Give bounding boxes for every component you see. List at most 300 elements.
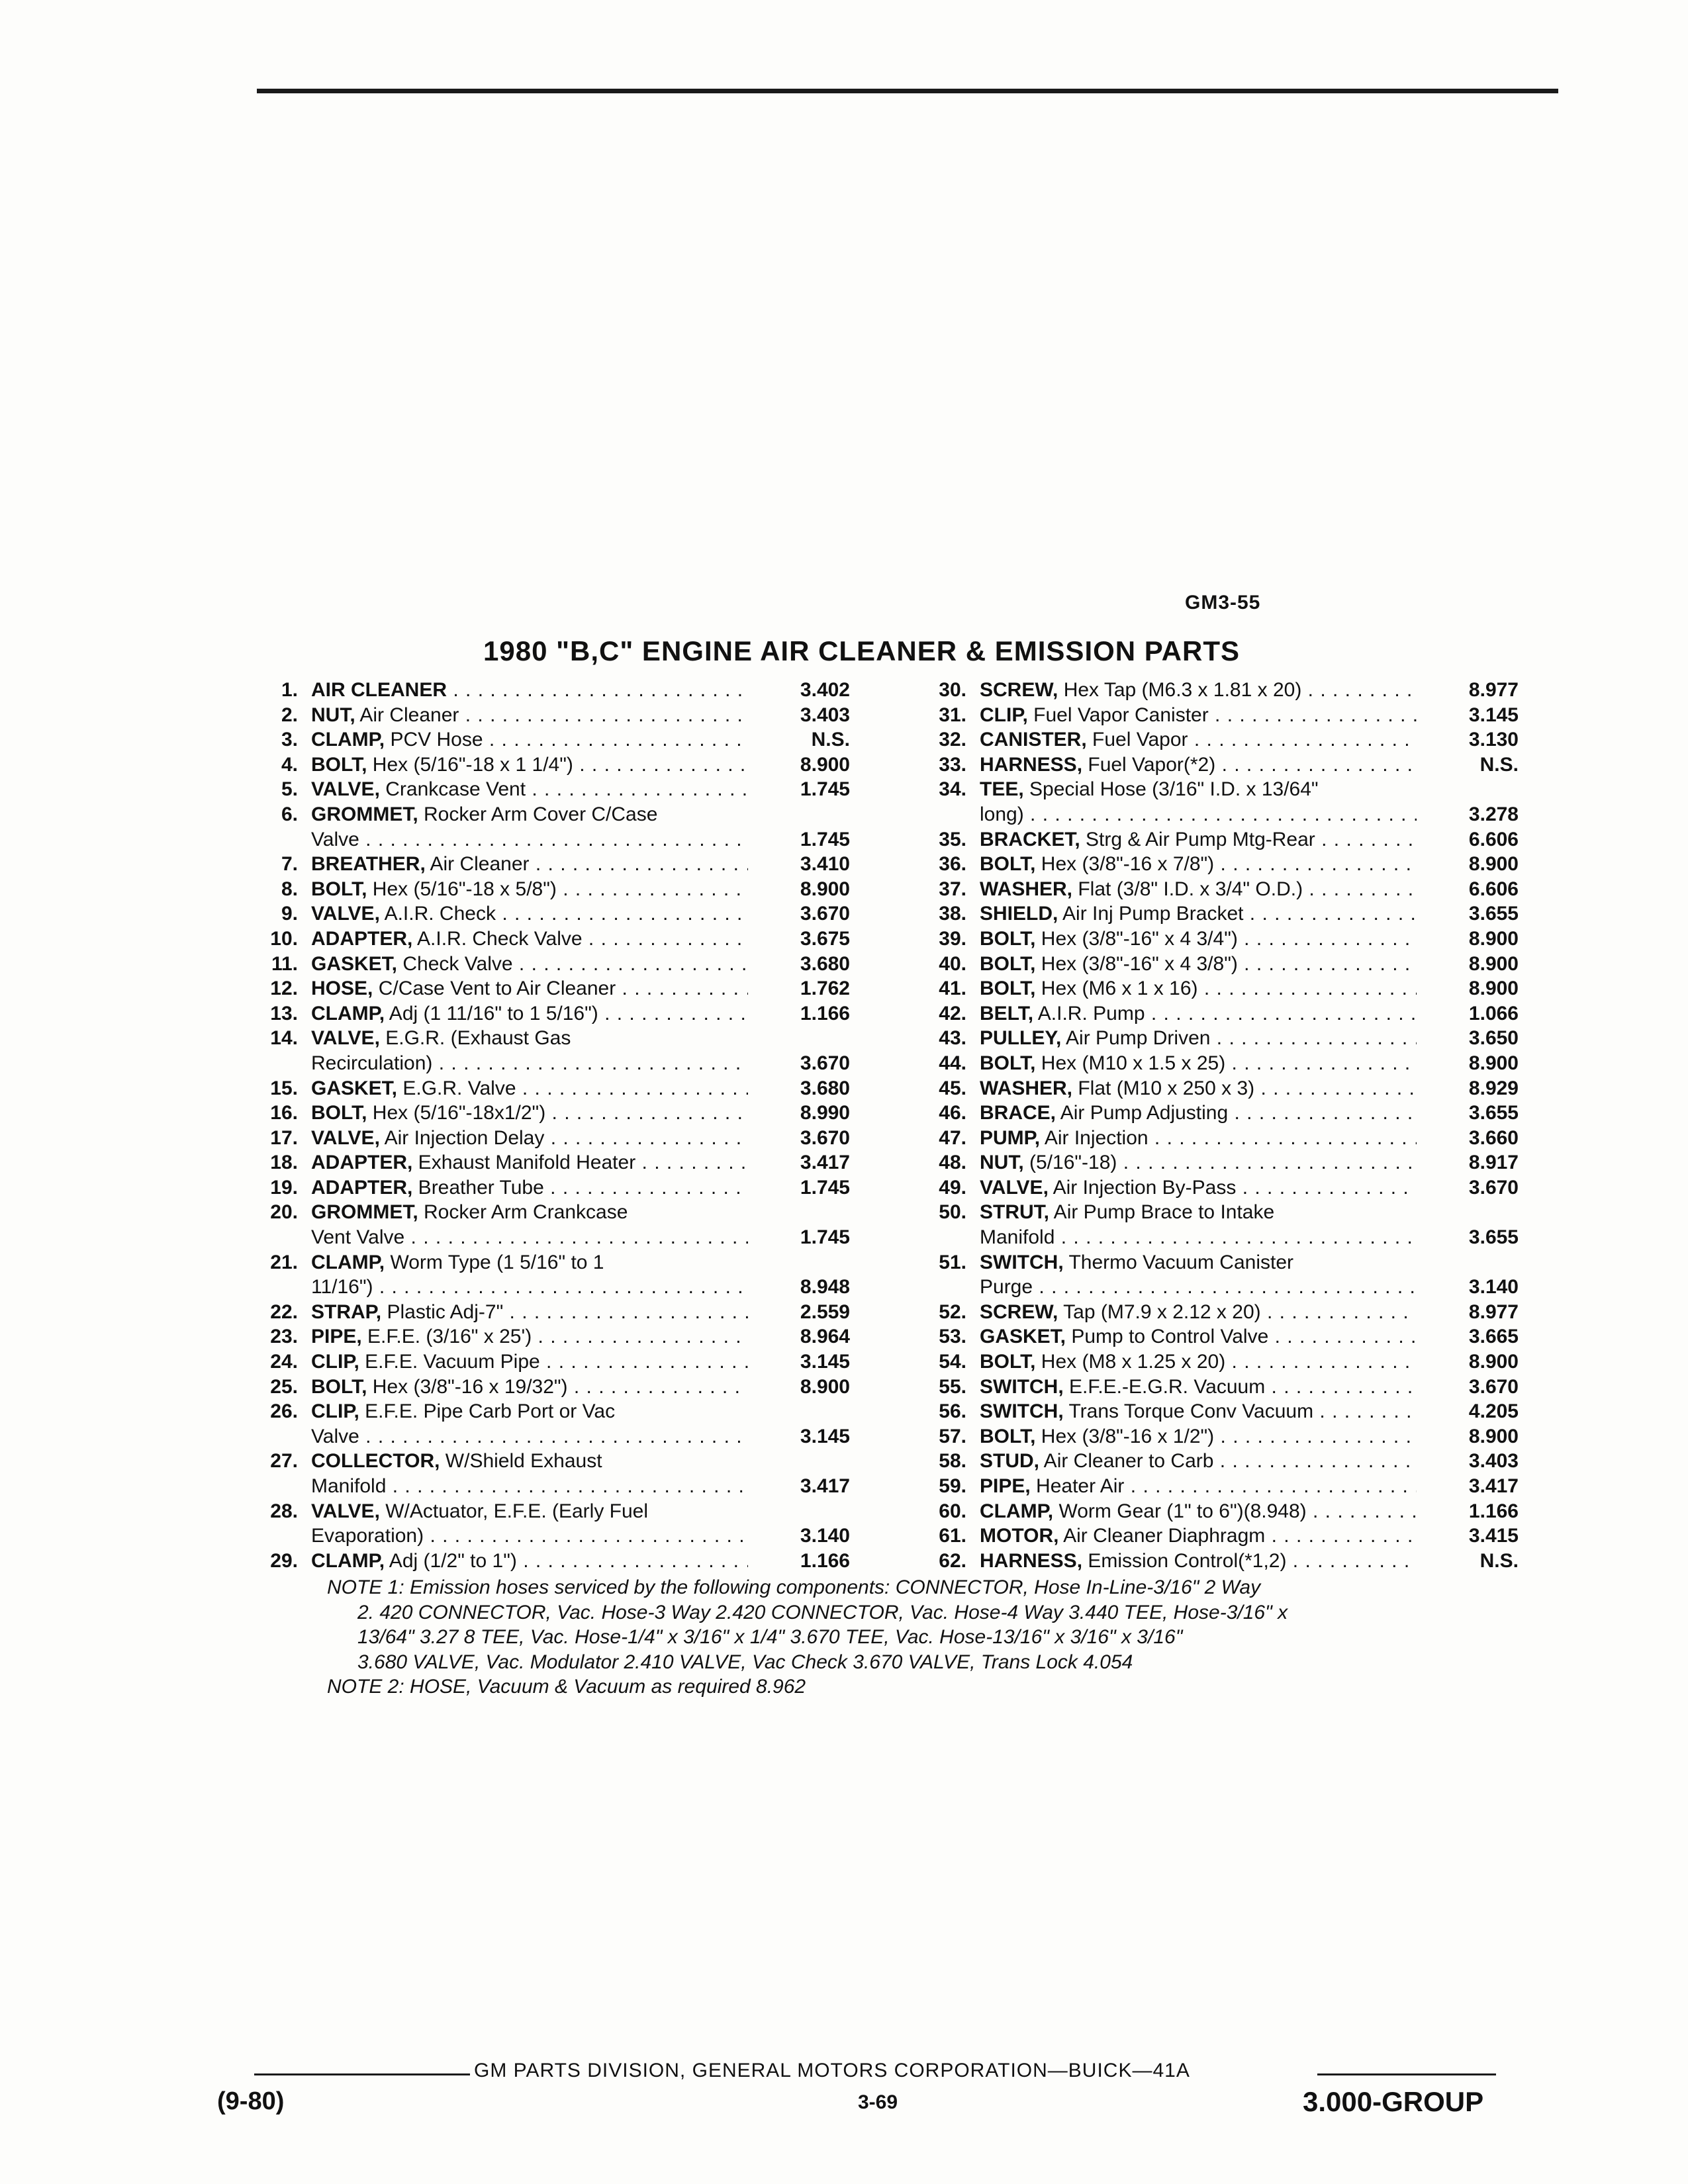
part-row — [923, 1499, 1519, 1524]
part-description — [311, 1549, 748, 1574]
group-code: 1.745 — [777, 827, 850, 852]
part-description — [980, 1126, 1417, 1151]
part-description — [311, 777, 748, 802]
part-number: 2. — [281, 704, 298, 726]
part-detail: Air Injection By-Pass — [1048, 1176, 1237, 1199]
part-number: 35. — [939, 828, 966, 850]
part-detail: Air Injection Delay — [379, 1126, 545, 1149]
part-detail: Air Injection — [1040, 1126, 1149, 1149]
group-code: 3.402 — [777, 678, 850, 703]
part-detail: Emission Control(*1,2) — [1082, 1549, 1287, 1572]
part-name: STRAP, — [311, 1300, 382, 1323]
part-number: 45. — [939, 1077, 966, 1099]
part-detail: Hex (3/8"-16 x 19/32") — [367, 1375, 568, 1398]
part-name: BOLT, — [980, 1052, 1036, 1074]
part-row — [923, 1076, 1519, 1101]
part-row — [254, 852, 850, 877]
part-description — [980, 1499, 1417, 1524]
group-code: 8.977 — [1446, 678, 1519, 703]
part-name: NUT, — [980, 1152, 1024, 1174]
part-row — [254, 678, 850, 703]
part-number: 10. — [270, 927, 298, 950]
part-description — [311, 1101, 748, 1126]
part-detail: Hex (3/8"-16" x 4 3/4") — [1035, 927, 1238, 950]
part-number: 19. — [270, 1176, 298, 1199]
footer-rule-right — [1317, 2073, 1496, 2075]
part-name: SWITCH, — [980, 1251, 1064, 1273]
part-description — [311, 927, 748, 952]
part-name: CLAMP, — [980, 1500, 1054, 1522]
part-number: 33. — [939, 753, 966, 776]
part-description — [980, 1524, 1417, 1549]
group-code: 1.745 — [777, 777, 850, 802]
part-description — [311, 1449, 748, 1498]
part-detail: Hex (5/16"-18 x 1 1/4") — [367, 753, 573, 776]
part-row — [254, 927, 850, 952]
part-detail: Hex (M8 x 1.25 x 20) — [1035, 1351, 1226, 1373]
part-name: CLAMP, — [311, 1549, 385, 1572]
part-detail: Purge — [980, 1276, 1033, 1298]
part-description — [980, 1324, 1417, 1349]
part-number: 6. — [281, 803, 298, 825]
part-detail: Hex (3/8"-16 x 1/2") — [1035, 1425, 1215, 1447]
part-number: 61. — [939, 1525, 966, 1547]
part-row — [923, 1324, 1519, 1349]
part-number: 55. — [939, 1375, 966, 1398]
part-detail: Vent Valve — [311, 1226, 405, 1249]
part-number: 9. — [281, 903, 298, 925]
group-code: 3.670 — [777, 901, 850, 927]
group-code: 3.410 — [777, 852, 850, 877]
part-name: BRACE, — [980, 1102, 1056, 1124]
part-name: BOLT, — [311, 753, 367, 776]
part-name: BOLT, — [311, 1102, 367, 1124]
part-name: VALVE, — [311, 1027, 380, 1050]
part-name: CLIP, — [311, 1351, 359, 1373]
part-name: AIR CLEANER — [311, 679, 447, 701]
group-code: 3.680 — [777, 952, 850, 977]
part-row — [923, 1375, 1519, 1400]
part-name: ADAPTER, — [311, 927, 413, 950]
part-name: STRUT, — [980, 1201, 1049, 1224]
part-description — [980, 1250, 1417, 1300]
group-code: 8.900 — [1446, 927, 1519, 952]
part-row — [923, 1549, 1519, 1574]
part-number: 58. — [939, 1450, 966, 1473]
part-description — [980, 703, 1417, 728]
part-name: SWITCH, — [980, 1375, 1064, 1398]
part-description — [980, 1349, 1417, 1375]
part-number: 14. — [270, 1027, 298, 1050]
part-description — [311, 1150, 748, 1175]
top-rule — [257, 89, 1558, 93]
part-description — [311, 1324, 748, 1349]
part-number: 26. — [270, 1400, 298, 1423]
part-detail: Air Cleaner — [355, 704, 459, 726]
part-number: 54. — [939, 1351, 966, 1373]
group-code: N.S. — [1446, 1549, 1519, 1574]
group-code: 3.665 — [1446, 1324, 1519, 1349]
part-detail: long) — [980, 803, 1024, 825]
group-code: 8.929 — [1446, 1076, 1519, 1101]
part-row — [923, 1001, 1519, 1026]
group-code: 1.166 — [1446, 1499, 1519, 1524]
group-code: 6.606 — [1446, 827, 1519, 852]
group-code: N.S. — [1446, 752, 1519, 778]
part-detail: Special Hose (3/16" I.D. x 13/64" — [1023, 778, 1319, 801]
part-description — [311, 1001, 748, 1026]
part-number: 34. — [939, 778, 966, 801]
part-description — [980, 1300, 1417, 1325]
group-code: 8.900 — [777, 1375, 850, 1400]
part-number: 4. — [281, 753, 298, 776]
part-detail: E.G.R. Valve — [397, 1077, 516, 1099]
group-code: 3.403 — [777, 703, 850, 728]
group-code: 3.650 — [1446, 1026, 1519, 1051]
part-description — [980, 777, 1417, 827]
part-description — [980, 1200, 1417, 1250]
part-number: 15. — [270, 1077, 298, 1099]
part-name: CLAMP, — [311, 1002, 385, 1024]
part-number: 22. — [270, 1300, 298, 1323]
part-number: 48. — [939, 1152, 966, 1174]
part-number: 47. — [939, 1126, 966, 1149]
part-row — [254, 1200, 850, 1250]
part-description — [311, 1076, 748, 1101]
part-row — [254, 727, 850, 752]
part-detail: E.F.E. Vacuum Pipe — [359, 1351, 540, 1373]
reference-code: GM3-55 — [1185, 592, 1261, 614]
group-code: 3.140 — [777, 1524, 850, 1549]
part-name: SHIELD, — [980, 903, 1058, 925]
group-code: 3.145 — [1446, 703, 1519, 728]
part-name: BOLT, — [980, 1425, 1036, 1447]
group-code: 8.900 — [777, 752, 850, 778]
group-code: 8.900 — [1446, 952, 1519, 977]
part-number: 8. — [281, 878, 298, 900]
note-line: 2. 420 CONNECTOR, Vac. Hose-3 Way 2.420 CONNECTOR, Vac. Hose-4 Way 3.440 TEE, Hose-3/16" x — [357, 1601, 1288, 1623]
part-description — [311, 752, 748, 778]
part-detail: W/Shield Exhaust — [440, 1450, 602, 1473]
group-code: 8.900 — [1446, 1424, 1519, 1449]
part-description — [980, 1001, 1417, 1026]
part-name: BOLT, — [980, 952, 1036, 975]
part-description — [311, 1250, 748, 1300]
part-detail: Air Pump Driven — [1061, 1027, 1211, 1050]
group-code: 6.606 — [1446, 877, 1519, 902]
group-code: N.S. — [777, 727, 850, 752]
part-number: 49. — [939, 1176, 966, 1199]
part-row — [254, 952, 850, 977]
group-code: 3.130 — [1446, 727, 1519, 752]
group-code: 1.762 — [777, 976, 850, 1001]
group-code: 3.660 — [1446, 1126, 1519, 1151]
part-number: 41. — [939, 978, 966, 1000]
part-row — [923, 1051, 1519, 1076]
part-name: VALVE, — [311, 1500, 380, 1522]
part-name: PIPE, — [311, 1326, 362, 1348]
part-detail: A.I.R. Pump — [1033, 1002, 1145, 1024]
part-detail: Fuel Vapor Canister — [1027, 704, 1209, 726]
part-detail: Exhaust Manifold Heater — [412, 1152, 636, 1174]
page-number: 3-69 — [858, 2091, 898, 2113]
part-detail: Valve — [311, 828, 359, 850]
group-code: 3.675 — [777, 927, 850, 952]
part-row — [254, 1300, 850, 1325]
part-row — [923, 1524, 1519, 1549]
part-name: SCREW, — [980, 1300, 1058, 1323]
part-detail: Hex (M10 x 1.5 x 25) — [1035, 1052, 1226, 1074]
part-row — [923, 678, 1519, 703]
part-description — [311, 1399, 748, 1449]
part-row — [923, 1449, 1519, 1474]
part-name: TEE, — [980, 778, 1024, 801]
part-detail: Hex (5/16"-18x1/2") — [367, 1102, 546, 1124]
part-name: SWITCH, — [980, 1400, 1064, 1423]
part-name: HARNESS, — [980, 1549, 1083, 1572]
notes — [327, 1575, 1519, 1700]
part-description — [311, 1499, 748, 1549]
part-detail: Valve — [311, 1425, 359, 1447]
part-name: GROMMET, — [311, 803, 418, 825]
part-description — [980, 901, 1417, 927]
part-description — [980, 1076, 1417, 1101]
part-name: PULLEY, — [980, 1027, 1062, 1050]
part-detail: Strg & Air Pump Mtg-Rear — [1080, 828, 1315, 850]
part-number: 51. — [939, 1251, 966, 1273]
footer-date: (9-80) — [217, 2087, 285, 2115]
group-code: 3.417 — [777, 1150, 850, 1175]
part-row — [254, 1076, 850, 1101]
group-code: 3.417 — [777, 1474, 850, 1499]
part-description — [311, 877, 748, 902]
part-row — [254, 1375, 850, 1400]
part-name: PIPE, — [980, 1475, 1031, 1497]
part-number: 23. — [270, 1326, 298, 1348]
part-number: 62. — [939, 1549, 966, 1572]
part-detail: Pump to Control Valve — [1066, 1326, 1269, 1348]
group-code: 1.745 — [777, 1225, 850, 1250]
group-code: 8.948 — [777, 1275, 850, 1300]
part-description — [311, 678, 748, 703]
group-code: 3.655 — [1446, 1225, 1519, 1250]
part-number: 13. — [270, 1002, 298, 1024]
part-detail: Rocker Arm Crankcase — [418, 1201, 628, 1224]
part-description — [980, 1474, 1417, 1499]
part-number: 20. — [270, 1201, 298, 1224]
part-row — [254, 1026, 850, 1075]
part-detail: (5/16"-18) — [1023, 1152, 1117, 1174]
part-detail: Check Valve — [397, 952, 513, 975]
part-description — [980, 1549, 1417, 1574]
part-row — [254, 1349, 850, 1375]
part-row — [923, 1424, 1519, 1449]
part-row — [254, 1399, 850, 1449]
part-detail: Evaporation) — [311, 1525, 424, 1547]
part-detail: Air Inj Pump Bracket — [1058, 903, 1244, 925]
part-detail: Worm Gear (1" to 6")(8.948) — [1053, 1500, 1307, 1522]
part-detail: C/Case Vent to Air Cleaner — [373, 978, 616, 1000]
group-code: 8.990 — [777, 1101, 850, 1126]
part-description — [311, 1026, 748, 1075]
part-detail: Flat (M10 x 250 x 3) — [1072, 1077, 1255, 1099]
part-number: 18. — [270, 1152, 298, 1174]
part-name: NUT, — [311, 704, 355, 726]
part-row — [254, 802, 850, 852]
part-row — [923, 1101, 1519, 1126]
part-detail: Thermo Vacuum Canister — [1063, 1251, 1294, 1273]
part-row — [923, 976, 1519, 1001]
group-code: 8.900 — [777, 877, 850, 902]
part-row — [254, 777, 850, 802]
part-description — [311, 1200, 748, 1250]
part-description — [311, 1375, 748, 1400]
part-description — [311, 1349, 748, 1375]
group-code: 3.417 — [1446, 1474, 1519, 1499]
part-description — [980, 1101, 1417, 1126]
part-name: HARNESS, — [980, 753, 1083, 776]
part-name: VALVE, — [980, 1176, 1049, 1199]
part-row — [254, 1150, 850, 1175]
part-detail: Air Pump Adjusting — [1056, 1102, 1229, 1124]
group-code: 8.900 — [1446, 1349, 1519, 1375]
part-detail: Adj (1 11/16" to 1 5/16") — [385, 1002, 598, 1024]
part-row — [254, 1324, 850, 1349]
part-number: 17. — [270, 1126, 298, 1149]
part-row — [923, 1175, 1519, 1201]
part-number: 59. — [939, 1475, 966, 1497]
part-row — [923, 777, 1519, 827]
part-detail: Trans Torque Conv Vacuum — [1063, 1400, 1314, 1423]
part-number: 24. — [270, 1351, 298, 1373]
group-code: 8.900 — [1446, 976, 1519, 1001]
part-description — [980, 678, 1417, 703]
note-line: 3.680 VALVE, Vac. Modulator 2.410 VALVE, Vac Check 3.670 VALVE, Trans Lock 4.054 — [357, 1651, 1133, 1673]
part-detail: Adj (1/2" to 1") — [385, 1549, 517, 1572]
part-name: MOTOR, — [980, 1525, 1059, 1547]
part-number: 52. — [939, 1300, 966, 1323]
footer-corporation: GM PARTS DIVISION, GENERAL MOTORS CORPORATION—BUICK—41A — [474, 2060, 1190, 2081]
part-row — [923, 1250, 1519, 1300]
group-code: 3.278 — [1446, 802, 1519, 827]
parts-list-left — [254, 678, 850, 1573]
part-description — [311, 976, 748, 1001]
part-name: BRACKET, — [980, 828, 1080, 850]
part-name: BOLT, — [311, 1375, 367, 1398]
page-title: 1980 "B,C" ENGINE AIR CLEANER & EMISSION PARTS — [483, 635, 1241, 666]
part-name: GASKET, — [980, 1326, 1066, 1348]
group-code: 3.670 — [1446, 1375, 1519, 1400]
part-number: 7. — [281, 853, 298, 876]
part-detail: Fuel Vapor — [1086, 729, 1188, 751]
part-name: BOLT, — [311, 878, 367, 900]
part-name: ADAPTER, — [311, 1152, 413, 1174]
part-number: 60. — [939, 1500, 966, 1522]
part-name: STUD, — [980, 1450, 1039, 1473]
part-description — [980, 1051, 1417, 1076]
group-code: 2.559 — [777, 1300, 850, 1325]
group-code: 3.670 — [777, 1126, 850, 1151]
part-detail: Crankcase Vent — [379, 778, 526, 801]
part-description — [980, 976, 1417, 1001]
part-detail: PCV Hose — [385, 729, 483, 751]
group-code: 3.403 — [1446, 1449, 1519, 1474]
part-detail: Flat (3/8" I.D. x 3/4" O.D.) — [1072, 878, 1303, 900]
part-row — [254, 1250, 850, 1300]
part-row — [923, 927, 1519, 952]
part-detail: E.F.E. Pipe Carb Port or Vac — [359, 1400, 616, 1423]
note-line: NOTE 2: HOSE, Vacuum & Vacuum as required 8.962 — [327, 1676, 806, 1698]
part-number: 11. — [271, 952, 298, 975]
part-name: VALVE, — [311, 903, 380, 925]
part-number: 56. — [939, 1400, 966, 1423]
group-code: 3.145 — [777, 1349, 850, 1375]
part-description — [311, 802, 748, 852]
part-name: HOSE, — [311, 978, 373, 1000]
part-number: 50. — [939, 1201, 966, 1224]
part-detail: Heater Air — [1030, 1475, 1125, 1497]
group-code: 3.670 — [1446, 1175, 1519, 1201]
part-name: PUMP, — [980, 1126, 1041, 1149]
part-row — [923, 1399, 1519, 1424]
part-description — [980, 1150, 1417, 1175]
part-name: BELT, — [980, 1002, 1034, 1024]
part-name: CANISTER, — [980, 729, 1087, 751]
part-row — [923, 703, 1519, 728]
part-name: SCREW, — [980, 679, 1058, 701]
group-code: 3.415 — [1446, 1524, 1519, 1549]
part-number: 29. — [270, 1549, 298, 1572]
part-number: 40. — [939, 952, 966, 975]
group-code: 3.655 — [1446, 901, 1519, 927]
part-detail: 11/16") — [311, 1276, 373, 1298]
part-number: 37. — [939, 878, 966, 900]
part-number: 46. — [939, 1102, 966, 1124]
part-detail: Air Cleaner — [425, 853, 530, 876]
note-line: 13/64" 3.27 8 TEE, Vac. Hose-1/4" x 3/16" x 1/4" 3.670 TEE, Vac. Hose-13/16" x 3/16" x 3/16" — [357, 1626, 1183, 1649]
part-number: 25. — [270, 1375, 298, 1398]
part-detail: Hex (3/8"-16 x 7/8") — [1035, 853, 1215, 876]
group-code: 1.066 — [1446, 1001, 1519, 1026]
part-description — [311, 901, 748, 927]
parts-list-right — [923, 678, 1519, 1573]
part-row — [923, 1200, 1519, 1250]
part-detail: A.I.R. Check — [379, 903, 496, 925]
part-row — [254, 1499, 850, 1549]
part-detail: Hex Tap (M6.3 x 1.81 x 20) — [1058, 679, 1302, 701]
part-detail: Hex (5/16"-18 x 5/8") — [367, 878, 557, 900]
part-number: 39. — [939, 927, 966, 950]
part-number: 42. — [939, 1002, 966, 1024]
part-number: 32. — [939, 729, 966, 751]
part-description — [980, 927, 1417, 952]
part-name: COLLECTOR, — [311, 1450, 440, 1473]
part-number: 1. — [281, 679, 298, 701]
part-row — [923, 827, 1519, 852]
part-row — [923, 727, 1519, 752]
part-row — [923, 1126, 1519, 1151]
group-number: 3.000-GROUP — [1303, 2086, 1484, 2117]
note-line: NOTE 1: Emission hoses serviced by the following components: CONNECTOR, Hose In-Line-3/16" 2 Way — [327, 1576, 1261, 1598]
part-detail: Air Cleaner Diaphragm — [1058, 1525, 1266, 1547]
part-description — [311, 1175, 748, 1201]
part-detail: Air Pump Brace to Intake — [1049, 1201, 1275, 1224]
part-name: CLAMP, — [311, 1251, 385, 1273]
part-row — [254, 1175, 850, 1201]
part-number: 3. — [281, 729, 298, 751]
part-row — [254, 1001, 850, 1026]
part-description — [311, 703, 748, 728]
